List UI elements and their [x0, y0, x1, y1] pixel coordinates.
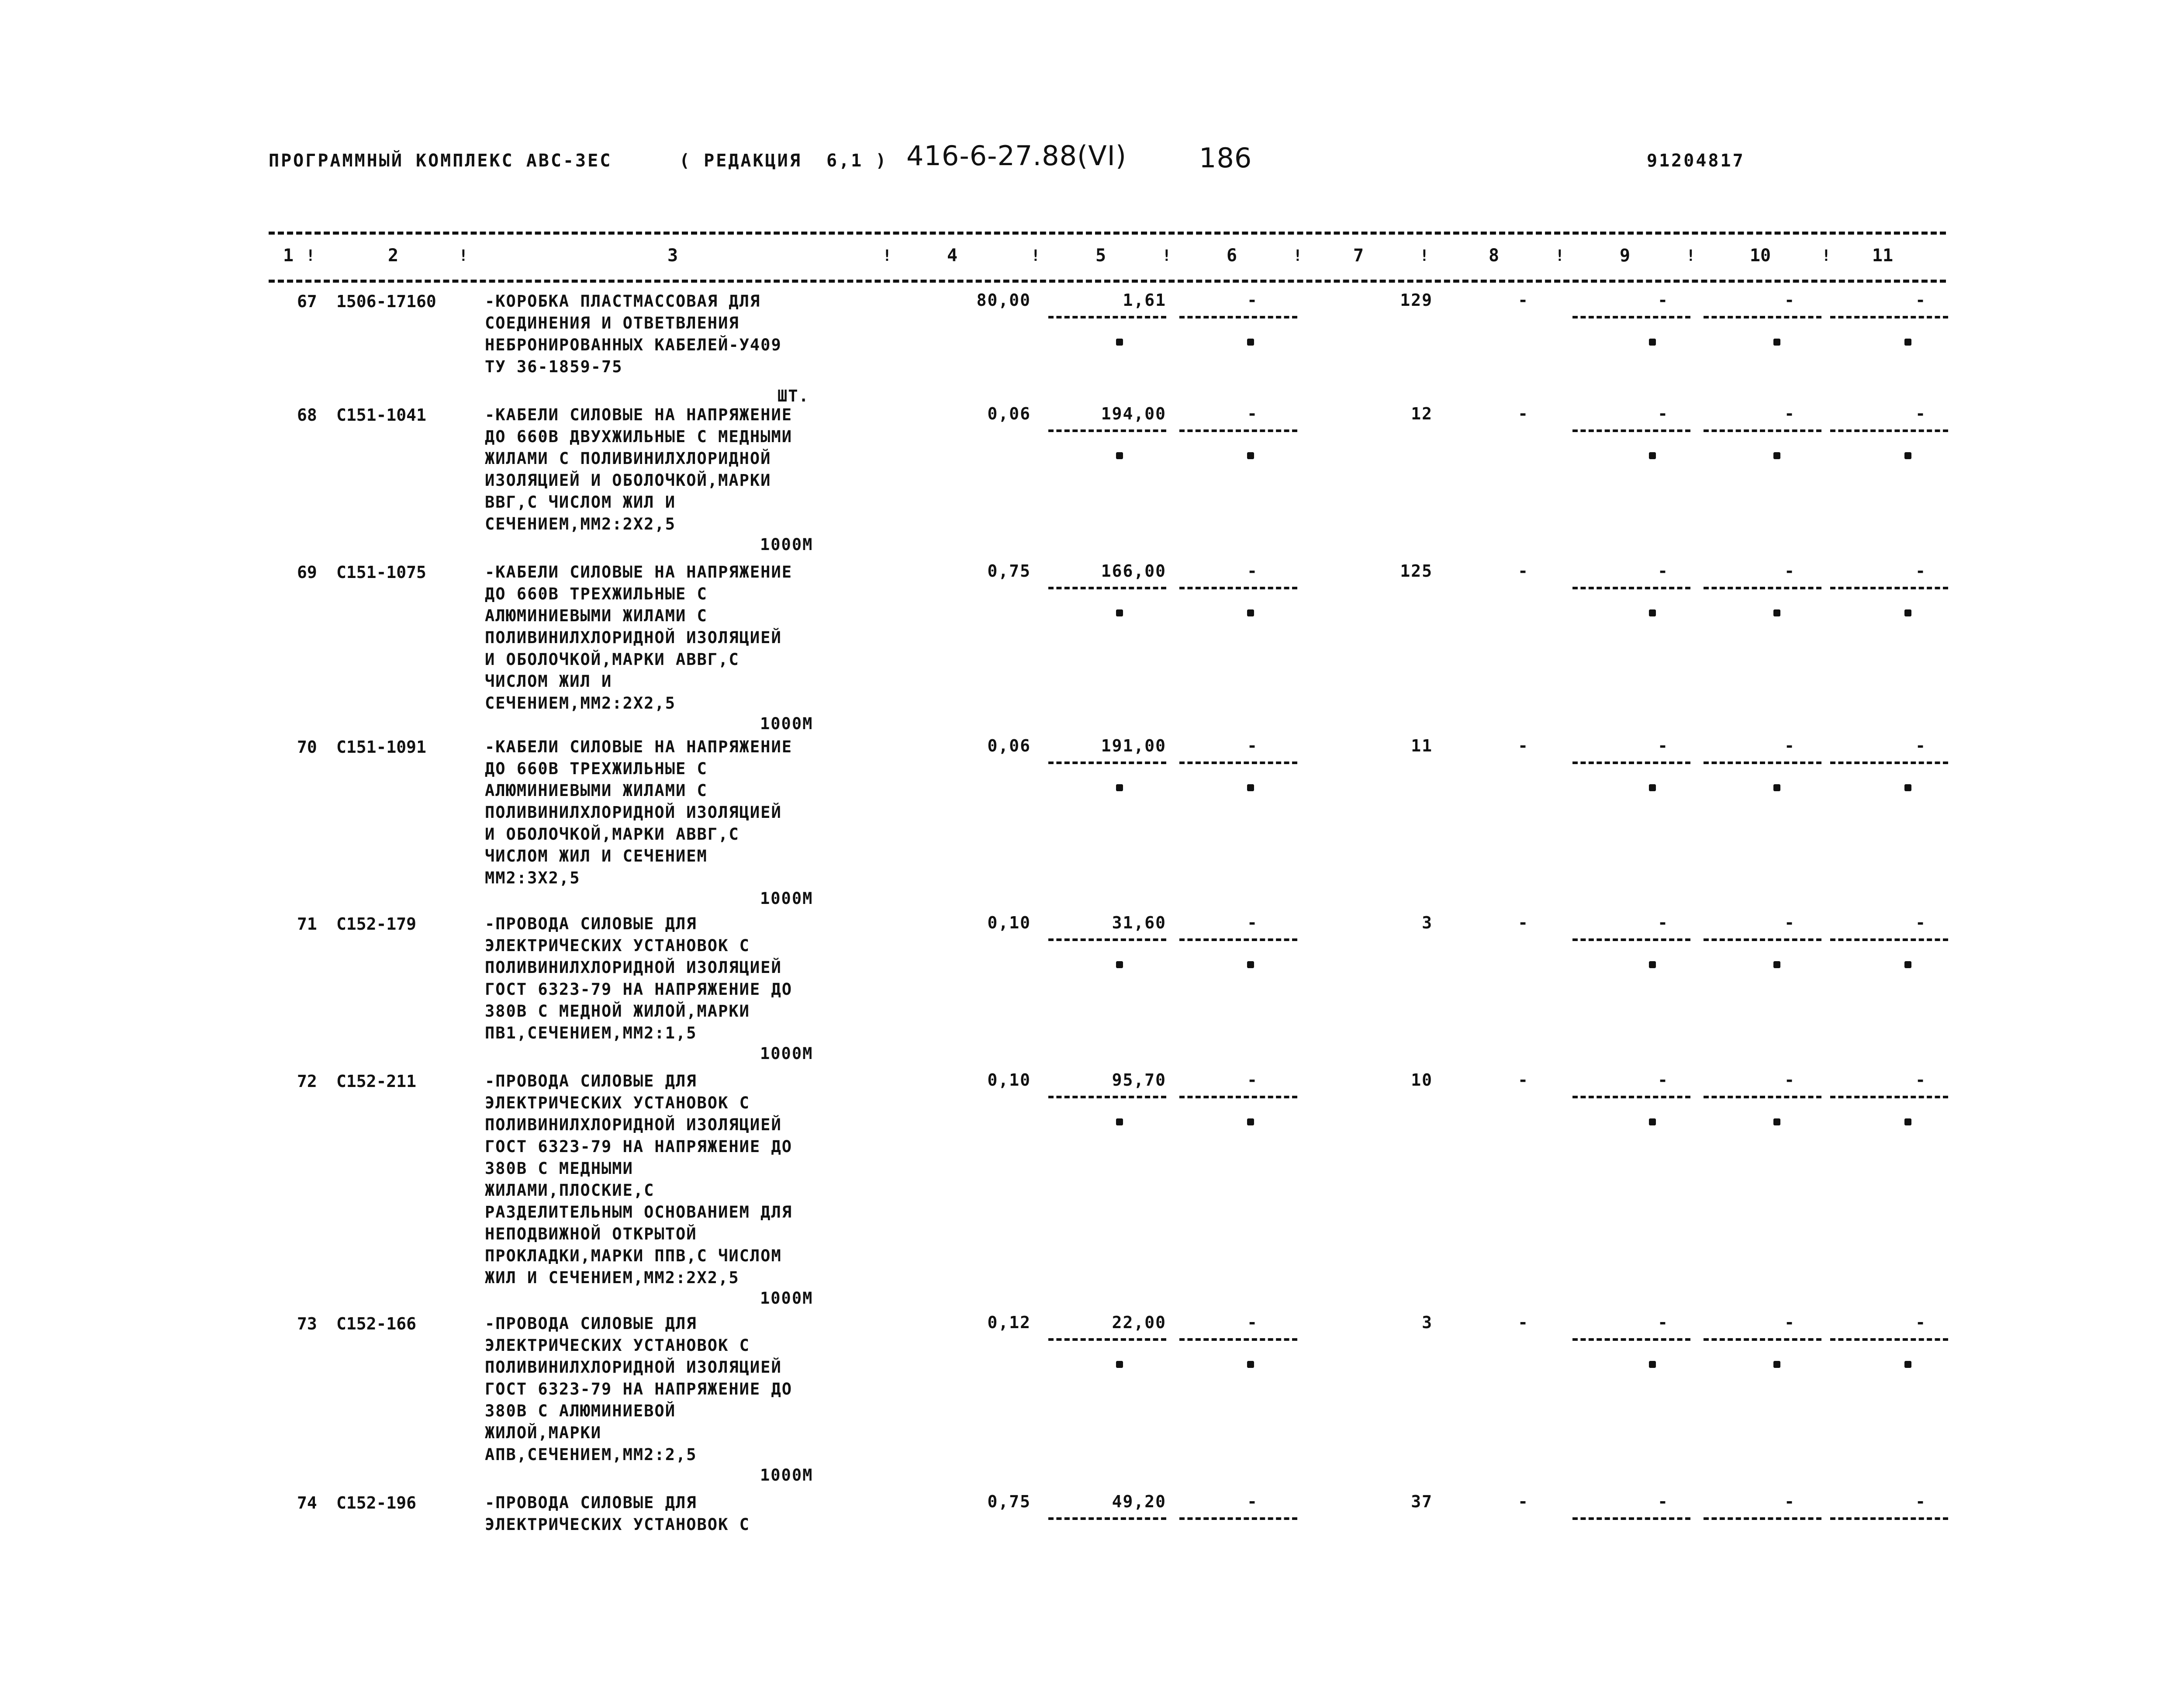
column-8-value: -: [1518, 404, 1529, 423]
dash-marker: [1773, 1361, 1780, 1368]
unit-label: 1000М: [760, 889, 813, 908]
subtotal-rule: [1830, 938, 1948, 941]
dash-marker: [1649, 784, 1656, 791]
description-line: -КОРОБКА ПЛАСТМАССОВАЯ ДЛЯ: [485, 292, 761, 311]
column-header-11: 11: [1872, 246, 1894, 266]
description-line: ЭЛЕКТРИЧЕСКИХ УСТАНОВОК С: [485, 936, 750, 955]
column-10-value: -: [1784, 1492, 1795, 1511]
column-11-value: -: [1915, 1070, 1926, 1090]
description-line: И ОБОЛОЧКОЙ,МАРКИ АВВГ,С: [485, 650, 740, 669]
subtotal-rule: [1179, 1338, 1297, 1341]
column-10-value: -: [1784, 736, 1795, 755]
column-8-value: -: [1518, 1313, 1529, 1332]
item-description: [485, 1313, 878, 1466]
description-line: 380В С МЕДНОЙ ЖИЛОЙ,МАРКИ: [485, 1002, 750, 1021]
subtotal-rule: [1048, 1517, 1166, 1520]
column-header-1: 1: [283, 246, 294, 266]
description-line: ТУ 36-1859-75: [485, 357, 623, 376]
column-6-value: -: [1247, 404, 1258, 423]
column-separator: !: [1686, 247, 1696, 265]
description-line: СЕЧЕНИЕМ,ММ2:2Х2,5: [485, 515, 676, 533]
column-6-value: -: [1247, 1070, 1258, 1090]
subtotal-rule: [1048, 316, 1166, 318]
price-value: 194,00: [1101, 404, 1166, 423]
dash-marker: [1773, 784, 1780, 791]
dash-marker: [1649, 609, 1656, 616]
row-number: 72: [297, 1072, 317, 1091]
dash-marker: [1773, 609, 1780, 616]
document-code: 91204817: [1647, 151, 1745, 171]
subtotal-rule: [1704, 761, 1821, 764]
dash-marker: [1247, 452, 1254, 459]
column-separator: !: [1293, 247, 1303, 265]
dash-marker: [1773, 961, 1780, 968]
description-line: И ОБОЛОЧКОЙ,МАРКИ АВВГ,С: [485, 825, 740, 844]
unit-label: 1000М: [760, 1289, 813, 1308]
description-line: АПВ,СЕЧЕНИЕМ,ММ2:2,5: [485, 1445, 697, 1464]
item-code: С152-211: [336, 1072, 417, 1091]
column-header-7: 7: [1353, 246, 1364, 266]
description-line: ЖИЛ И СЕЧЕНИЕМ,ММ2:2Х2,5: [485, 1268, 740, 1287]
description-line: ДО 660В ТРЕХЖИЛЬНЫЕ С: [485, 585, 708, 603]
subtotal-rule: [1830, 761, 1948, 764]
column-separator: !: [1420, 247, 1429, 265]
description-line: -КАБЕЛИ СИЛОВЫЕ НА НАПРЯЖЕНИЕ: [485, 737, 793, 756]
description-line: ВВГ,С ЧИСЛОМ ЖИЛ И: [485, 493, 676, 512]
subtotal-rule: [1048, 1338, 1166, 1341]
description-line: СОЕДИНЕНИЯ И ОТВЕТВЛЕНИЯ: [485, 314, 740, 332]
subtotal-rule: [1048, 938, 1166, 941]
subtotal-rule: [1830, 1338, 1948, 1341]
dash-marker: [1904, 784, 1911, 791]
column-8-value: -: [1518, 561, 1529, 581]
row-number: 68: [297, 405, 317, 425]
description-line: ПОЛИВИНИЛХЛОРИДНОЙ ИЗОЛЯЦИЕЙ: [485, 1358, 782, 1377]
row-number: 73: [297, 1314, 317, 1333]
column-6-value: -: [1247, 1492, 1258, 1511]
subtotal-rule: [1572, 761, 1690, 764]
dash-marker: [1904, 961, 1911, 968]
dash-marker: [1247, 609, 1254, 616]
subtotal-rule: [1179, 1096, 1297, 1098]
quantity-value: 0,06: [987, 404, 1031, 423]
item-description: [485, 1070, 878, 1289]
subtotal-rule: [1179, 938, 1297, 941]
dash-marker: [1116, 339, 1123, 346]
price-value: 49,20: [1112, 1492, 1166, 1511]
dash-marker: [1116, 609, 1123, 616]
handwritten-code: 416-6-27.88(VI): [906, 140, 1127, 172]
subtotal-rule: [1704, 1517, 1821, 1520]
total-value: 37: [1411, 1492, 1433, 1511]
description-line: 380В С МЕДНЫМИ: [485, 1159, 633, 1178]
subtotal-rule: [1572, 1338, 1690, 1341]
subtotal-rule: [1048, 429, 1166, 432]
column-11-value: -: [1915, 404, 1926, 423]
dash-marker: [1904, 339, 1911, 346]
total-value: 10: [1411, 1070, 1433, 1090]
column-9-value: -: [1658, 736, 1669, 755]
description-line: ДО 660В ДВУХЖИЛЬНЫЕ С МЕДНЫМИ: [485, 427, 793, 446]
quantity-value: 0,12: [987, 1313, 1031, 1332]
description-line: -КАБЕЛИ СИЛОВЫЕ НА НАПРЯЖЕНИЕ: [485, 563, 793, 581]
description-line: ЭЛЕКТРИЧЕСКИХ УСТАНОВОК С: [485, 1336, 750, 1355]
dash-marker: [1247, 961, 1254, 968]
dash-marker: [1649, 1361, 1656, 1368]
table-top-rule: [269, 232, 1946, 235]
description-line: РАЗДЕЛИТЕЛЬНЫМ ОСНОВАНИЕМ ДЛЯ: [485, 1203, 793, 1222]
quantity-value: 0,06: [987, 736, 1031, 755]
total-value: 125: [1400, 561, 1433, 581]
description-line: ПОЛИВИНИЛХЛОРИДНОЙ ИЗОЛЯЦИЕЙ: [485, 958, 782, 977]
description-line: ЧИСЛОМ ЖИЛ И СЕЧЕНИЕМ: [485, 847, 708, 865]
dash-marker: [1649, 339, 1656, 346]
description-line: ММ2:3Х2,5: [485, 869, 581, 887]
column-11-value: -: [1915, 1313, 1926, 1332]
subtotal-rule: [1572, 1517, 1690, 1520]
dash-marker: [1773, 339, 1780, 346]
column-6-value: -: [1247, 913, 1258, 932]
item-description: [485, 291, 878, 378]
subtotal-rule: [1572, 1096, 1690, 1098]
row-number: 74: [297, 1493, 317, 1513]
quantity-value: 0,75: [987, 561, 1031, 581]
subtotal-rule: [1704, 938, 1821, 941]
dash-marker: [1904, 609, 1911, 616]
price-value: 22,00: [1112, 1313, 1166, 1332]
description-line: -ПРОВОДА СИЛОВЫЕ ДЛЯ: [485, 1314, 697, 1333]
description-line: ДО 660В ТРЕХЖИЛЬНЫЕ С: [485, 759, 708, 778]
subtotal-rule: [1704, 1096, 1821, 1098]
unit-label: 1000М: [760, 1044, 813, 1063]
column-10-value: -: [1784, 1313, 1795, 1332]
item-code: С151-1075: [336, 563, 426, 582]
description-line: -ПРОВОДА СИЛОВЫЕ ДЛЯ: [485, 1493, 697, 1512]
description-line: -ПРОВОДА СИЛОВЫЕ ДЛЯ: [485, 914, 697, 933]
dash-marker: [1116, 452, 1123, 459]
subtotal-rule: [1572, 429, 1690, 432]
column-header-4: 4: [947, 246, 958, 266]
description-line: СЕЧЕНИЕМ,ММ2:2Х2,5: [485, 694, 676, 713]
column-10-value: -: [1784, 1070, 1795, 1090]
subtotal-rule: [1830, 316, 1948, 318]
subtotal-rule: [1704, 587, 1821, 589]
column-separator: !: [306, 247, 315, 265]
total-value: 129: [1400, 291, 1433, 310]
dash-marker: [1247, 339, 1254, 346]
program-title: ПРОГРАММНЫЙ КОМПЛЕКС АВС-ЗЕС: [269, 151, 612, 171]
description-line: АЛЮМИНИЕВЫМИ ЖИЛАМИ С: [485, 781, 708, 800]
subtotal-rule: [1704, 429, 1821, 432]
table-header-rule: [269, 280, 1946, 283]
column-6-value: -: [1247, 736, 1258, 755]
description-line: НЕБРОНИРОВАННЫХ КАБЕЛЕЙ-У409: [485, 336, 782, 354]
column-header-8: 8: [1488, 246, 1500, 266]
dash-marker: [1904, 1361, 1911, 1368]
column-separator: !: [882, 247, 892, 265]
column-separator: !: [459, 247, 468, 265]
subtotal-rule: [1830, 587, 1948, 589]
column-11-value: -: [1915, 913, 1926, 932]
total-value: 3: [1422, 1313, 1433, 1332]
column-9-value: -: [1658, 404, 1669, 423]
column-9-value: -: [1658, 1070, 1669, 1090]
description-line: ПОЛИВИНИЛХЛОРИДНОЙ ИЗОЛЯЦИЕЙ: [485, 628, 782, 647]
column-header-3: 3: [667, 246, 678, 266]
column-separator: !: [1031, 247, 1040, 265]
subtotal-rule: [1572, 587, 1690, 589]
item-code: С151-1041: [336, 405, 426, 425]
column-11-value: -: [1915, 561, 1926, 581]
column-6-value: -: [1247, 561, 1258, 581]
subtotal-rule: [1048, 1096, 1166, 1098]
column-6-value: -: [1247, 1313, 1258, 1332]
price-value: 95,70: [1112, 1070, 1166, 1090]
dash-marker: [1116, 1361, 1123, 1368]
dash-marker: [1773, 1118, 1780, 1125]
item-code: С152-196: [336, 1493, 417, 1513]
column-9-value: -: [1658, 1492, 1669, 1511]
price-value: 31,60: [1112, 913, 1166, 932]
column-8-value: -: [1518, 291, 1529, 310]
total-value: 12: [1411, 404, 1433, 423]
row-number: 67: [297, 292, 317, 311]
subtotal-rule: [1179, 429, 1297, 432]
quantity-value: 0,75: [987, 1492, 1031, 1511]
column-separator: !: [1821, 247, 1831, 265]
description-line: ПОЛИВИНИЛХЛОРИДНОЙ ИЗОЛЯЦИЕЙ: [485, 803, 782, 822]
column-10-value: -: [1784, 404, 1795, 423]
item-code: С152-179: [336, 914, 417, 934]
quantity-value: 0,10: [987, 1070, 1031, 1090]
subtotal-rule: [1179, 316, 1297, 318]
subtotal-rule: [1704, 316, 1821, 318]
column-header-2: 2: [387, 246, 399, 266]
quantity-value: 80,00: [976, 291, 1031, 310]
description-line: ПВ1,СЕЧЕНИЕМ,ММ2:1,5: [485, 1024, 697, 1042]
unit-label: 1000М: [760, 714, 813, 733]
column-separator: !: [1555, 247, 1565, 265]
dash-marker: [1649, 452, 1656, 459]
column-10-value: -: [1784, 291, 1795, 310]
subtotal-rule: [1048, 587, 1166, 589]
dash-marker: [1649, 1118, 1656, 1125]
item-description: [485, 1492, 878, 1536]
description-line: 380В С АЛЮМИНИЕВОЙ: [485, 1402, 676, 1420]
dash-marker: [1116, 961, 1123, 968]
subtotal-rule: [1048, 761, 1166, 764]
column-9-value: -: [1658, 913, 1669, 932]
description-line: ГОСТ 6323-79 НА НАПРЯЖЕНИЕ ДО: [485, 1380, 793, 1398]
dash-marker: [1904, 1118, 1911, 1125]
subtotal-rule: [1572, 316, 1690, 318]
dash-marker: [1116, 784, 1123, 791]
item-description: [485, 913, 878, 1044]
column-8-value: -: [1518, 736, 1529, 755]
column-8-value: -: [1518, 913, 1529, 932]
subtotal-rule: [1704, 1338, 1821, 1341]
row-number: 69: [297, 563, 317, 582]
column-11-value: -: [1915, 736, 1926, 755]
dash-marker: [1904, 452, 1911, 459]
item-description: [485, 561, 878, 714]
subtotal-rule: [1179, 1517, 1297, 1520]
column-11-value: -: [1915, 291, 1926, 310]
subtotal-rule: [1830, 1517, 1948, 1520]
column-8-value: -: [1518, 1492, 1529, 1511]
item-description: [485, 404, 878, 535]
total-value: 11: [1411, 736, 1433, 755]
column-10-value: -: [1784, 561, 1795, 581]
dash-marker: [1116, 1118, 1123, 1125]
subtotal-rule: [1179, 761, 1297, 764]
subtotal-rule: [1179, 587, 1297, 589]
column-header-10: 10: [1749, 246, 1771, 266]
price-value: 191,00: [1101, 736, 1166, 755]
column-header-6: 6: [1226, 246, 1237, 266]
edition-label: ( РЕДАКЦИЯ 6,1 ): [679, 151, 888, 171]
dash-marker: [1649, 961, 1656, 968]
description-line: ЖИЛАМИ,ПЛОСКИЕ,С: [485, 1181, 655, 1200]
item-description: [485, 736, 878, 889]
price-value: 1,61: [1123, 291, 1166, 310]
dash-marker: [1247, 1361, 1254, 1368]
page-number: 186: [1199, 142, 1252, 174]
column-11-value: -: [1915, 1492, 1926, 1511]
dash-marker: [1773, 452, 1780, 459]
subtotal-rule: [1830, 429, 1948, 432]
item-code: 1506-17160: [336, 292, 436, 311]
subtotal-rule: [1572, 938, 1690, 941]
column-9-value: -: [1658, 1313, 1669, 1332]
item-code: С152-166: [336, 1314, 417, 1333]
subtotal-rule: [1830, 1096, 1948, 1098]
column-6-value: -: [1247, 291, 1258, 310]
column-separator: !: [1162, 247, 1171, 265]
column-8-value: -: [1518, 1070, 1529, 1090]
column-10-value: -: [1784, 913, 1795, 932]
description-line: ПРОКЛАДКИ,МАРКИ ППВ,С ЧИСЛОМ: [485, 1246, 782, 1265]
description-line: -ПРОВОДА СИЛОВЫЕ ДЛЯ: [485, 1072, 697, 1090]
dash-marker: [1247, 784, 1254, 791]
column-9-value: -: [1658, 291, 1669, 310]
unit-label: ШТ.: [778, 387, 809, 405]
row-number: 71: [297, 914, 317, 934]
price-value: 166,00: [1101, 561, 1166, 581]
description-line: ГОСТ 6323-79 НА НАПРЯЖЕНИЕ ДО: [485, 1137, 793, 1156]
description-line: ИЗОЛЯЦИЕЙ И ОБОЛОЧКОЙ,МАРКИ: [485, 471, 771, 490]
total-value: 3: [1422, 913, 1433, 932]
description-line: ЧИСЛОМ ЖИЛ И: [485, 672, 612, 691]
description-line: ПОЛИВИНИЛХЛОРИДНОЙ ИЗОЛЯЦИЕЙ: [485, 1115, 782, 1134]
description-line: ЭЛЕКТРИЧЕСКИХ УСТАНОВОК С: [485, 1515, 750, 1534]
description-line: НЕПОДВИЖНОЙ ОТКРЫТОЙ: [485, 1225, 697, 1243]
description-line: ГОСТ 6323-79 НА НАПРЯЖЕНИЕ ДО: [485, 980, 793, 999]
row-number: 70: [297, 737, 317, 757]
item-code: С151-1091: [336, 737, 426, 757]
description-line: -КАБЕЛИ СИЛОВЫЕ НА НАПРЯЖЕНИЕ: [485, 405, 793, 424]
dash-marker: [1247, 1118, 1254, 1125]
column-9-value: -: [1658, 561, 1669, 581]
column-header-9: 9: [1619, 246, 1631, 266]
description-line: ЭЛЕКТРИЧЕСКИХ УСТАНОВОК С: [485, 1094, 750, 1112]
description-line: ЖИЛОЙ,МАРКИ: [485, 1423, 602, 1442]
quantity-value: 0,10: [987, 913, 1031, 932]
unit-label: 1000М: [760, 535, 813, 554]
description-line: ЖИЛАМИ С ПОЛИВИНИЛХЛОРИДНОЙ: [485, 449, 771, 468]
description-line: АЛЮМИНИЕВЫМИ ЖИЛАМИ С: [485, 606, 708, 625]
column-header-5: 5: [1095, 246, 1106, 266]
unit-label: 1000М: [760, 1466, 813, 1485]
